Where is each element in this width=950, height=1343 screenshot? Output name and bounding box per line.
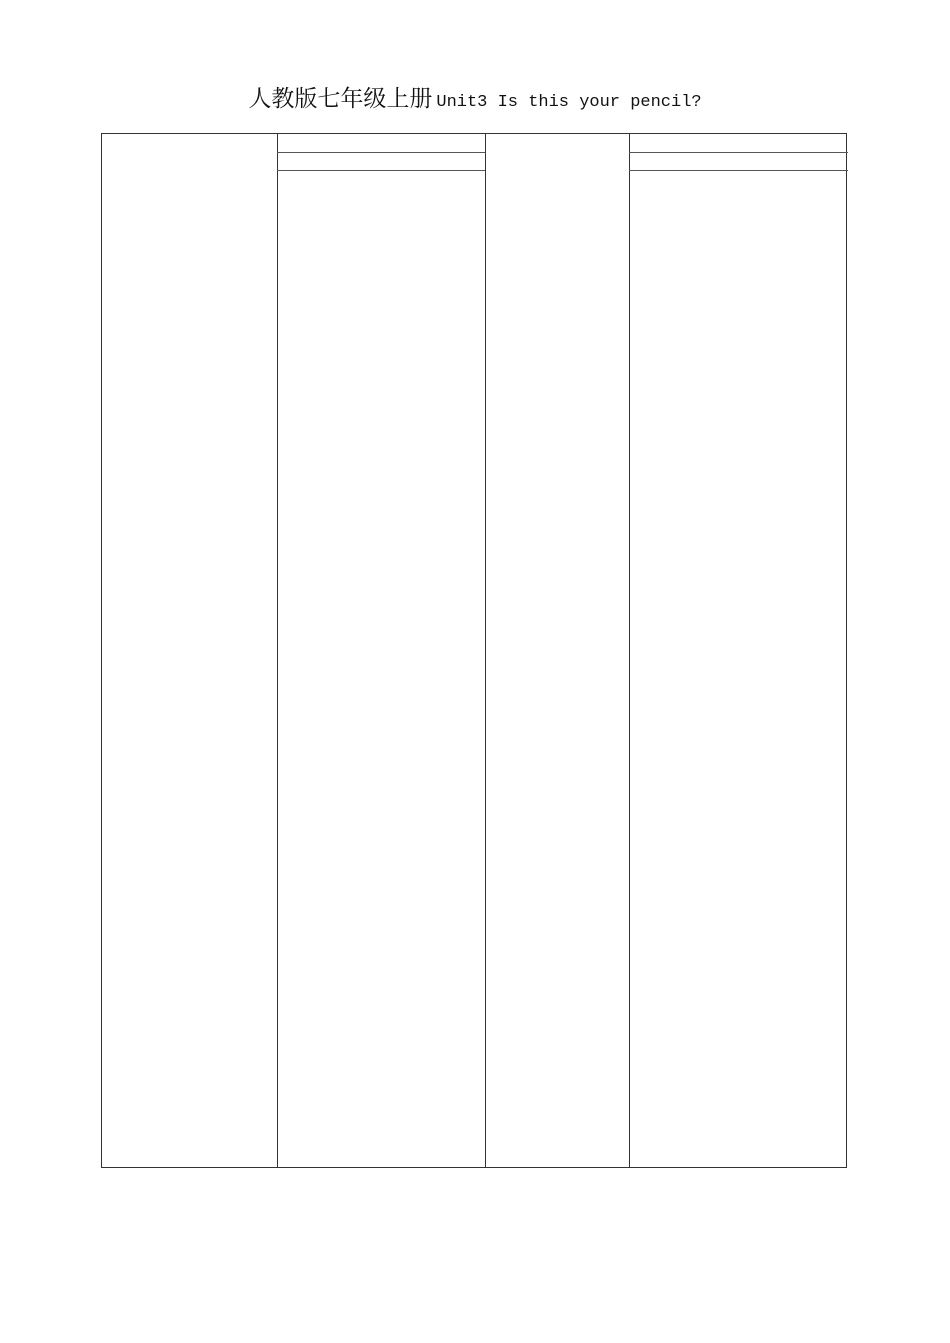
page-title xyxy=(0,80,950,113)
column-divider xyxy=(277,134,278,1167)
title-english: Unit3 Is this your pencil? xyxy=(436,93,702,112)
vocabulary-table xyxy=(101,133,847,1168)
right-answer-cell[interactable] xyxy=(629,134,848,188)
left-answer-cell[interactable] xyxy=(277,134,485,188)
column-divider xyxy=(629,134,630,1167)
column-divider xyxy=(485,134,486,1167)
title-chinese: 人教版七年级上册 xyxy=(248,86,433,112)
